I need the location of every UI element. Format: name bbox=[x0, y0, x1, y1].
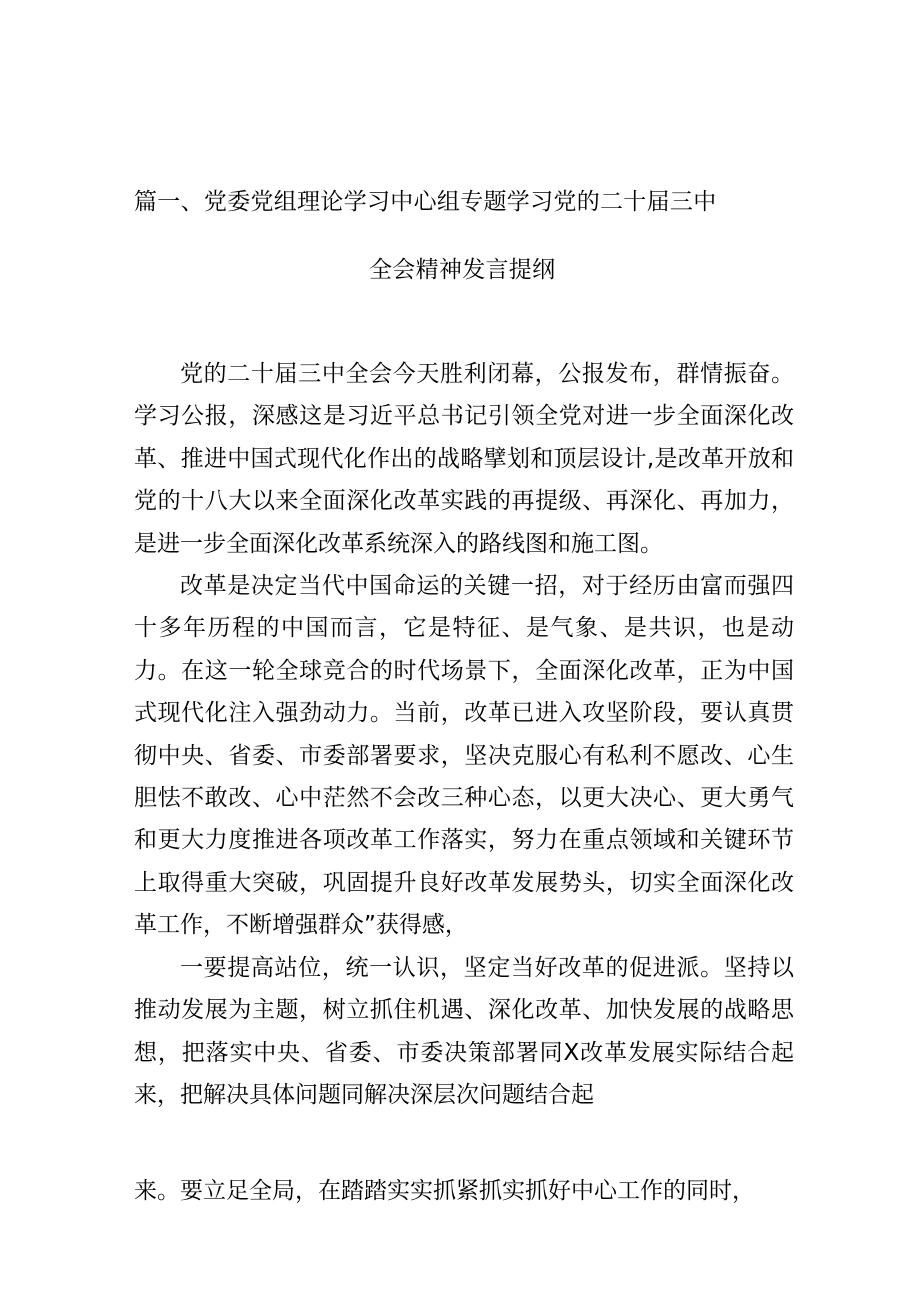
paragraph-continuation: 来。要立足全局，在踏踏实实抓紧抓实抓好中心工作的同时， bbox=[134, 1178, 755, 1204]
paragraph-1: 党的二十届三中全会今天胜利闭幕，公报发布，群情振奋。学习公报，深感这是习近平总书记引领全党对进一步全面深化改革、推进中国式现代化作出的战略擘划和顶层设计,是改革开放和党的十八大以来全面深化改革实践的再提级、再深化、再加力，是进一步全面深化改革系统深入的路线图和施工图。 bbox=[134, 361, 794, 557]
document-body bbox=[134, 353, 794, 1116]
paragraph-2: 改革是决定当代中国命运的关键一招，对于经历由富而强四十多年历程的中国而言，它是特征、是气象、是共识，也是动力。在这一轮全球竞合的时代场景下，全面深化改革，正为中国式现代化注入强劲动力。当前，改革已进入攻坚阶段，要认真贯彻中央、省委、市委部署要求，坚决克服心有私利不愿改、心生胆怯不敢改、心中茫然不会改三种心态，以更大决心、更大勇气和更大力度推进各项改革工作落实，努力在重点领域和关键环节上取得重大突破，巩固提升良好改革发展势头，切实全面深化改革工作，不断增强群众”获得感， bbox=[134, 573, 794, 939]
document-title-line-2: 全会精神发言提纲 bbox=[369, 257, 556, 283]
paragraph-3: 一要提高站位，统一认识，坚定当好改革的促进派。坚持以推动发展为主题，树立抓住机遇、深化改革、加快发展的战略思想，把落实中央、省委、市委决策部署同X改革发展实际结合起来，把解决具体问题同解决深层次问题结合起 bbox=[134, 954, 794, 1108]
document-body-continued bbox=[134, 1170, 794, 1212]
document-title-line-1: 篇一、党委党组理论学习中心组专题学习党的二十届三中 bbox=[134, 189, 717, 215]
